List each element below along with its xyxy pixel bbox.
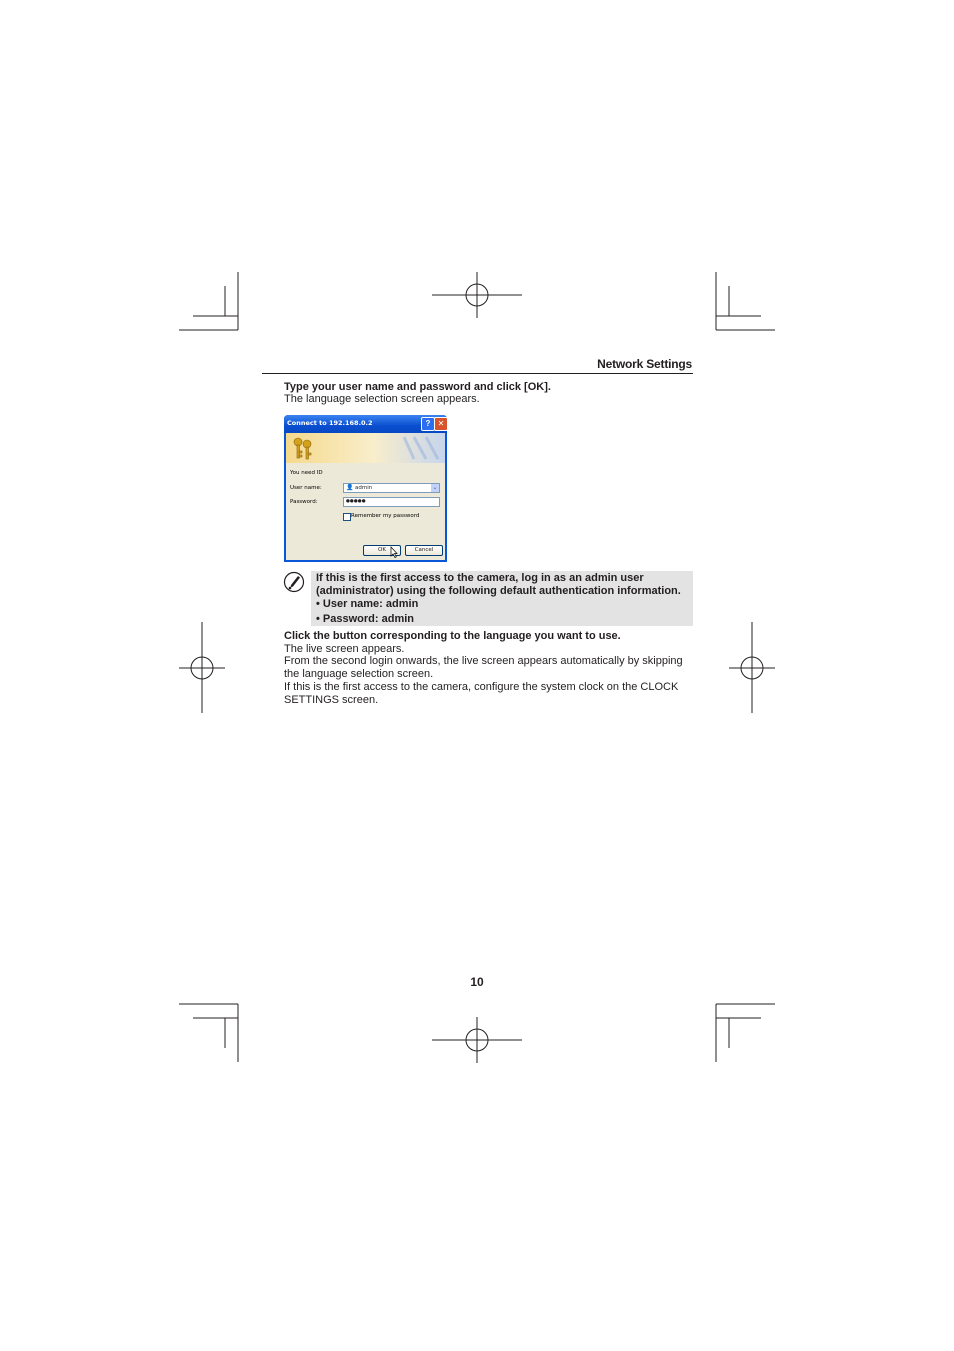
close-button[interactable]: ✕ bbox=[434, 417, 448, 431]
password-label: Password: bbox=[290, 499, 318, 505]
dialog-message: You need ID bbox=[290, 470, 323, 476]
remember-label: Remember my password bbox=[351, 513, 420, 519]
header-rule bbox=[262, 373, 693, 374]
step2-line3: the language selection screen. bbox=[284, 668, 434, 680]
mouse-cursor-icon bbox=[390, 546, 398, 558]
section-title: Network Settings bbox=[597, 357, 692, 371]
note-line2: (administrator) using the following default authentication information. bbox=[316, 585, 681, 597]
bullet-icon: • bbox=[316, 613, 320, 625]
step2-line5: SETTINGS screen. bbox=[284, 694, 379, 706]
password-value: ●●●●● bbox=[346, 499, 366, 504]
note-box bbox=[311, 571, 693, 626]
dialog-titlebar bbox=[284, 415, 447, 433]
step2-line1: The live screen appears. bbox=[284, 643, 405, 655]
username-field[interactable] bbox=[343, 483, 440, 493]
ok-button[interactable]: OK bbox=[363, 545, 401, 556]
note-bullet-username: • User name: admin bbox=[316, 598, 419, 610]
chevron-down-icon[interactable]: ⌄ bbox=[432, 484, 438, 491]
page-number: 10 bbox=[470, 975, 484, 989]
remember-checkbox[interactable] bbox=[343, 513, 351, 521]
keys-icon bbox=[286, 433, 445, 463]
step2-instruction: Click the button corresponding to the language you want to use. bbox=[284, 630, 621, 642]
password-field[interactable] bbox=[343, 497, 440, 507]
note-line1: If this is the first access to the camera, log in as an admin user bbox=[316, 572, 644, 584]
note-pencil-icon bbox=[283, 571, 305, 593]
note-bullet-password: • Password: admin bbox=[316, 613, 414, 625]
step1-instruction: Type your user name and password and click [OK]. bbox=[284, 381, 551, 393]
help-button[interactable]: ? bbox=[421, 417, 435, 431]
dialog-title: Connect to 192.168.0.2 bbox=[287, 419, 373, 427]
user-icon: 👤 bbox=[346, 484, 354, 491]
dialog-banner bbox=[286, 433, 445, 463]
step1-result: The language selection screen appears. bbox=[284, 393, 480, 405]
dialog-body bbox=[286, 433, 445, 560]
username-label: User name: bbox=[290, 485, 322, 491]
step2-line2: From the second login onwards, the live screen appears automatically by skipping bbox=[284, 655, 683, 667]
step2-line4: If this is the first access to the camera, configure the system clock on the CLOCK bbox=[284, 681, 679, 693]
login-dialog bbox=[284, 415, 447, 562]
cancel-button[interactable]: Cancel bbox=[405, 545, 443, 556]
username-value: admin bbox=[355, 485, 373, 491]
bullet-icon: • bbox=[316, 598, 320, 610]
